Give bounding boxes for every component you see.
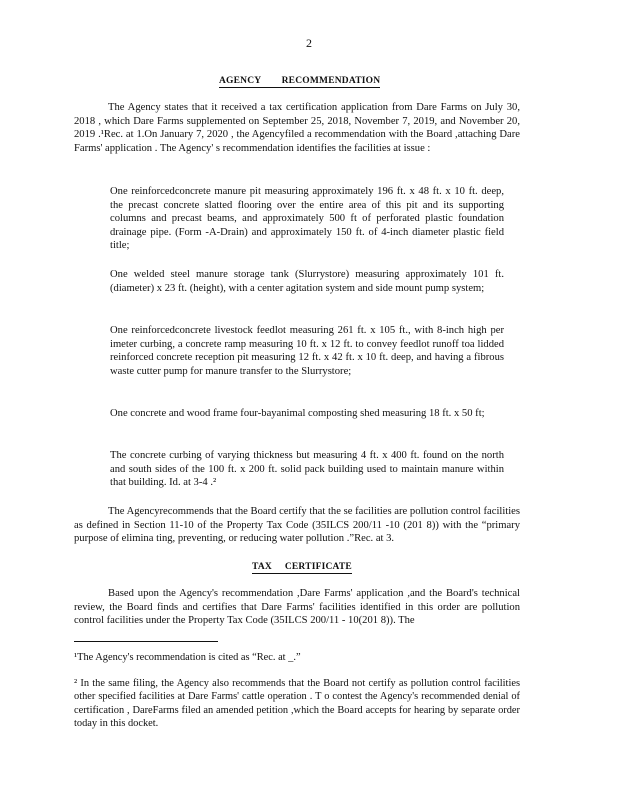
- facility-item-manure-pit: One reinforcedconcrete manure pit measuring approximately 196 ft. x 48 ft. x 10 ft. deep, the precast concrete slatted flooring over the entire area of this pit and its supporting columns and precast beams, and approximately 500 ft of perforated plastic foundation drainage pipe. (Form -A-Drain) and approximately 150 ft. of 4-inch diameter plastic field title;: [110, 186, 504, 252]
- tax-certificate-heading: TAX CERTIFICATE: [252, 562, 352, 572]
- facility-item-feedlot: One reinforcedconcrete livestock feedlot measuring 261 ft. x 105 ft., with 8-inch high per imeter curbing, a concrete ramp measuring 10 ft. x 12 ft. to convey feedlot runoff toa lidded reinforced concrete reception pit measuring 12 ft. x 42 ft. x 10 ft. deep, and having a fibrous waste cutter pump for manure transfer to the Slurrystore;: [110, 325, 504, 377]
- footnote-divider: [74, 641, 218, 642]
- tax-certificate-paragraph: Based upon the Agency's recommendation ,Dare Farms' application ,and the Board's technical review, the Board finds and certifies that Dare Farms' facilities identified in this order are pollution control facilities under the Property Tax Code (35ILCS 200/11 - 10(201 8)). The: [74, 588, 520, 627]
- agency-paragraph: The Agency states that it received a tax certification application from Dare Farms on July 30, 2018 , which Dare Farms supplemented on September 25, 2018, November 7, 2019, and November 20, 2019 .¹Rec. at 1.On January 7, 2020 , the Agencyfiled a recommendation with the Board ,attaching Dare Farms' application . The Agency' s recommendation identifies the facilities at issue :: [74, 102, 520, 154]
- facility-item-composting-shed: One concrete and wood frame four-bayanimal composting shed measuring 18 ft. x 50 ft;: [110, 408, 485, 419]
- recommendation-paragraph: The Agencyrecommends that the Board certify that the se facilities are pollution control facilities as defined in Section 11-10 of the Property Tax Code (35ILCS 200/11 -10 (201 8)) with the “primary purpose of elimina ting, preventing, or reducing water pollution .”Rec. at 3.: [74, 506, 520, 545]
- facility-item-curbing: The concrete curbing of varying thickness but measuring 4 ft. x 400 ft. found on the north and south sides of the 100 ft. x 200 ft. solid pack building used to maintain manure within that building. Id. at 3-4 .²: [110, 450, 504, 489]
- footnote-1: ¹The Agency's recommendation is cited as “Rec. at _.”: [74, 652, 301, 663]
- page-number: 2: [306, 36, 312, 50]
- facility-item-storage-tank: One welded steel manure storage tank (Slurrystore) measuring approximately 101 ft. (diameter) x 23 ft. (height), with a center agitation system and side mount pump system;: [110, 269, 504, 294]
- agency-recommendation-heading: AGENCY RECOMMENDATION: [219, 76, 381, 86]
- footnote-2: ² In the same filing, the Agency also recommends that the Board not certify as pollution control facilities other specified facilities at Dare Farms' cattle operation . T o contest the Agency's recommended denial of certification , DareFarms filed an amended petition ,which the Board accepts for hearing by separate order today in this docket.: [74, 678, 520, 730]
